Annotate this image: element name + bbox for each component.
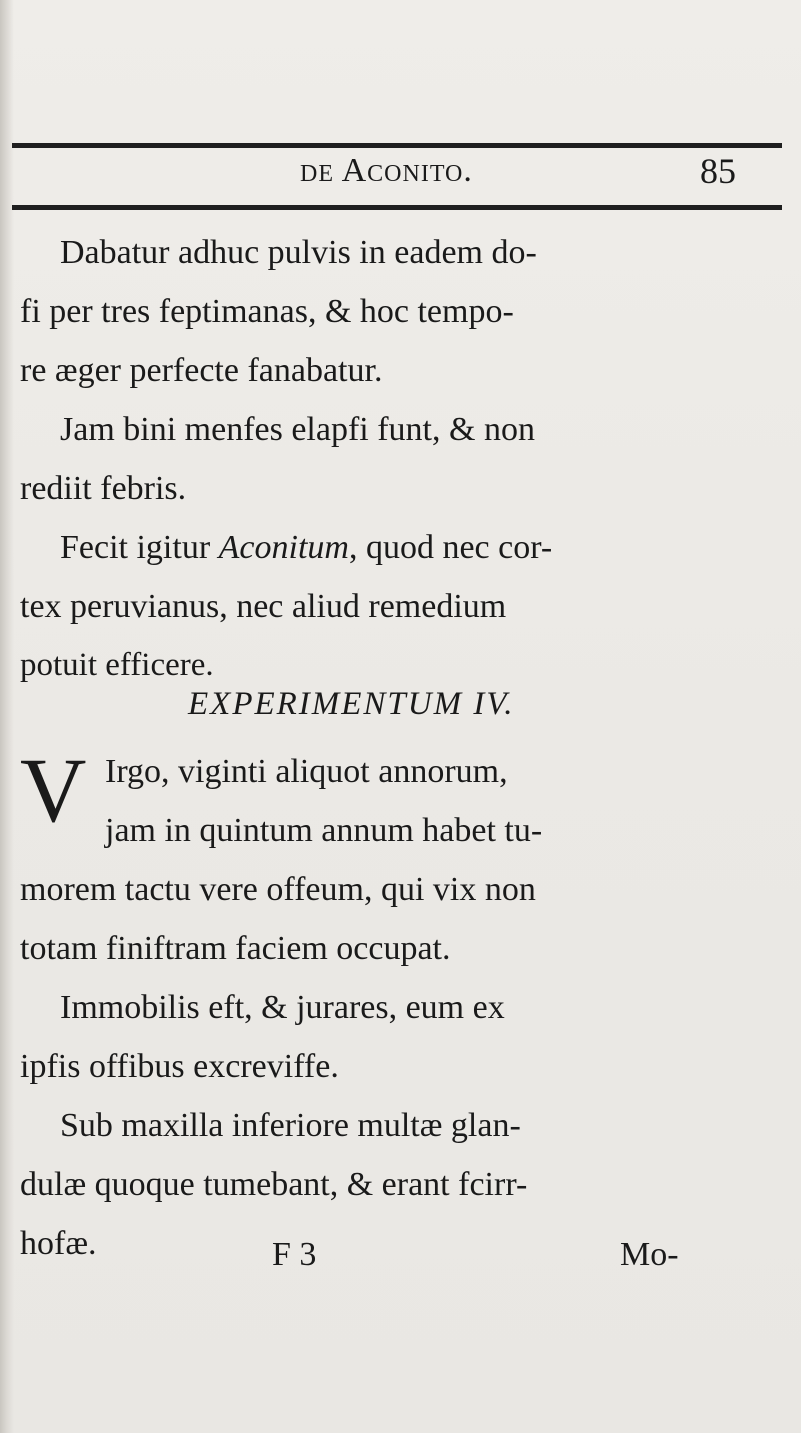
text-line (60, 531, 552, 565)
text-line: fi per tres feptimanas, & hoc tempo- (20, 293, 514, 330)
text-line: dulæ quoque tumebant, & erant fcirr- (20, 1166, 528, 1203)
text-line: Dabatur adhuc pulvis in eadem do- (60, 234, 537, 271)
italic-term: Aconitum (218, 529, 349, 566)
text-line: hofæ. (20, 1225, 97, 1262)
running-title: de Aconito. (300, 152, 473, 189)
text-line: potuit efficere. (20, 647, 214, 683)
header-rule-bottom (12, 205, 782, 210)
text-line: morem tactu vere offeum, qui vix non (20, 871, 536, 908)
text-line: rediit febris. (20, 470, 187, 507)
text-line: Sub maxilla inferiore multæ glan- (60, 1107, 521, 1144)
text-line: tex peruvianus, nec aliud remedium (20, 588, 507, 625)
gutter-shadow (0, 0, 14, 1433)
section-heading: EXPERIMENTUM IV. (188, 686, 515, 722)
text-line: Irgo, viginti aliquot annorum, (105, 753, 508, 790)
header-rule-top (12, 143, 782, 148)
text-line: re æger perfecte fanabatur. (20, 352, 383, 389)
text-span: , quod nec cor- (348, 529, 553, 566)
text-line: ipfis offibus excreviffe. (20, 1048, 339, 1085)
text-line: Immobilis eft, & jurares, eum ex (60, 989, 505, 1026)
drop-cap: V (20, 739, 87, 841)
text-span: Fecit igitur (60, 529, 219, 566)
page-number: 85 (700, 151, 736, 191)
text-line: totam finiftram faciem occupat. (20, 930, 451, 967)
text-line: jam in quintum annum habet tu- (105, 812, 543, 849)
signature-mark: F 3 (272, 1236, 317, 1273)
text-line: Jam bini menfes elapfi funt, & non (60, 411, 535, 448)
catchword: Mo- (620, 1236, 679, 1273)
